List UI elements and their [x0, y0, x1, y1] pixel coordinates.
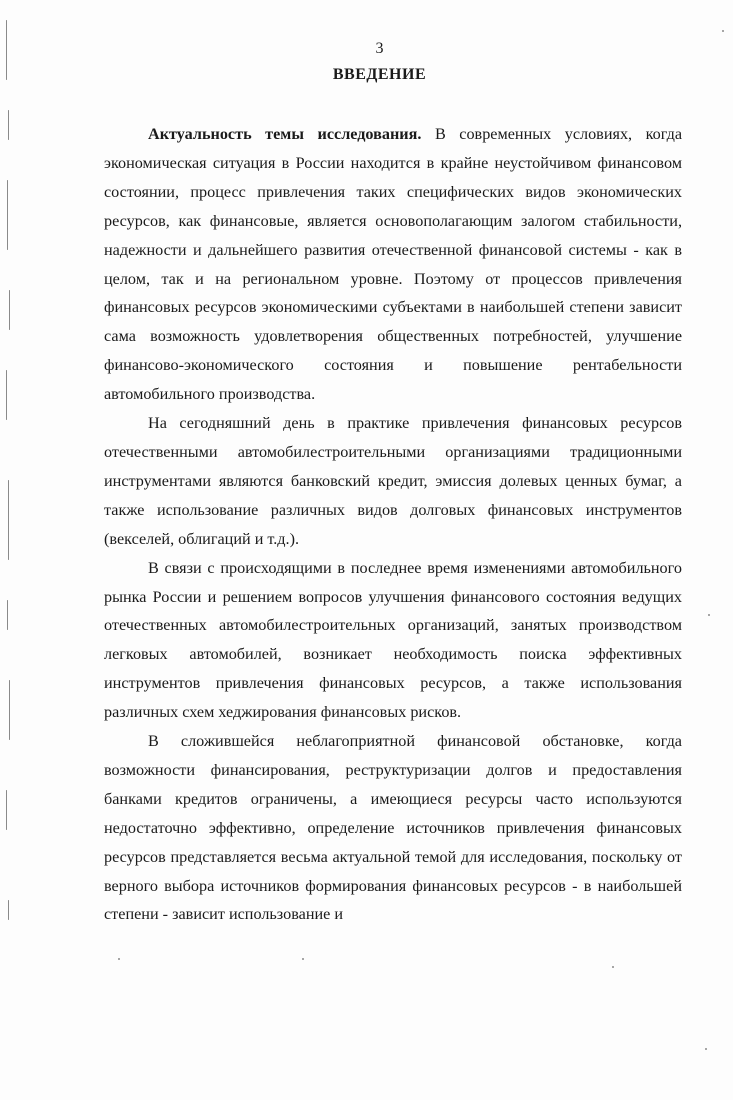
paragraph-4: В сложившейся неблагоприятной финансовой обстановке, когда возможности финансирования, реструктуризации долгов и предоставления банками кредитов ограничены, а имеющиеся ресурсы часто используются недостаточно эффективно, определение источников привлечения финансовых ресурсов представляется весьма актуальной темой для исследования, поскольку от верного выбора источников формирования финансовых ресурсов - в наибольшей степени - зависит использование и	[104, 732, 682, 924]
body-text	[104, 120, 682, 929]
page-number: 3	[375, 40, 384, 57]
paragraph-2: На сегодняшний день в практике привлечения финансовых ресурсов отечественными автомобилестроительными организациями традиционными инструментами являются банковский кредит, эмиссия долевых ценных бумаг, а также использование различных видов долговых финансовых инструментов (векселей, облигаций и т.д.).	[104, 414, 682, 548]
section-heading: ВВЕДЕНИЕ	[332, 66, 427, 83]
paragraph-lead: Актуальность темы исследования.	[148, 125, 422, 143]
paragraph-3: В связи с происходящими в последнее время изменениями автомобильного рынка России и решением вопросов улучшения финансового состояния ведущих отечественных автомобилестроительных организаций, занятых производством легковых автомобилей, возникает необходимость поиска эффективных инструментов привлечения финансовых ресурсов, а также использования различных схем хеджирования финансовых рисков.	[104, 558, 682, 722]
scan-speck	[612, 966, 614, 968]
scan-speck	[705, 1048, 707, 1050]
paragraph-1-text: В современных условиях, когда экономическая ситуация в России находится в крайне неустойчивом финансовом состоянии, процесс привлечения таких специфических видов экономических ресурсов, как финансовые, является основополагающим залогом стабильности, надежности и дальнейшего развития отечественной финансовой системы - как в целом, так и на региональном уровне. Поэтому от процессов привлечения финансовых ресурсов экономическими субъектами в наибольшей степени зависит сама возможность удовлетворения общественных потребностей, улучшение финансово-экономического состояния и повышение рентабельности автомобильного производства.	[104, 125, 682, 404]
paragraph-1	[104, 120, 682, 409]
scan-edge-artifacts	[4, 0, 14, 1100]
scan-speck	[302, 958, 304, 960]
scan-speck	[722, 30, 724, 32]
scan-speck	[118, 958, 120, 960]
scan-speck	[708, 614, 710, 616]
